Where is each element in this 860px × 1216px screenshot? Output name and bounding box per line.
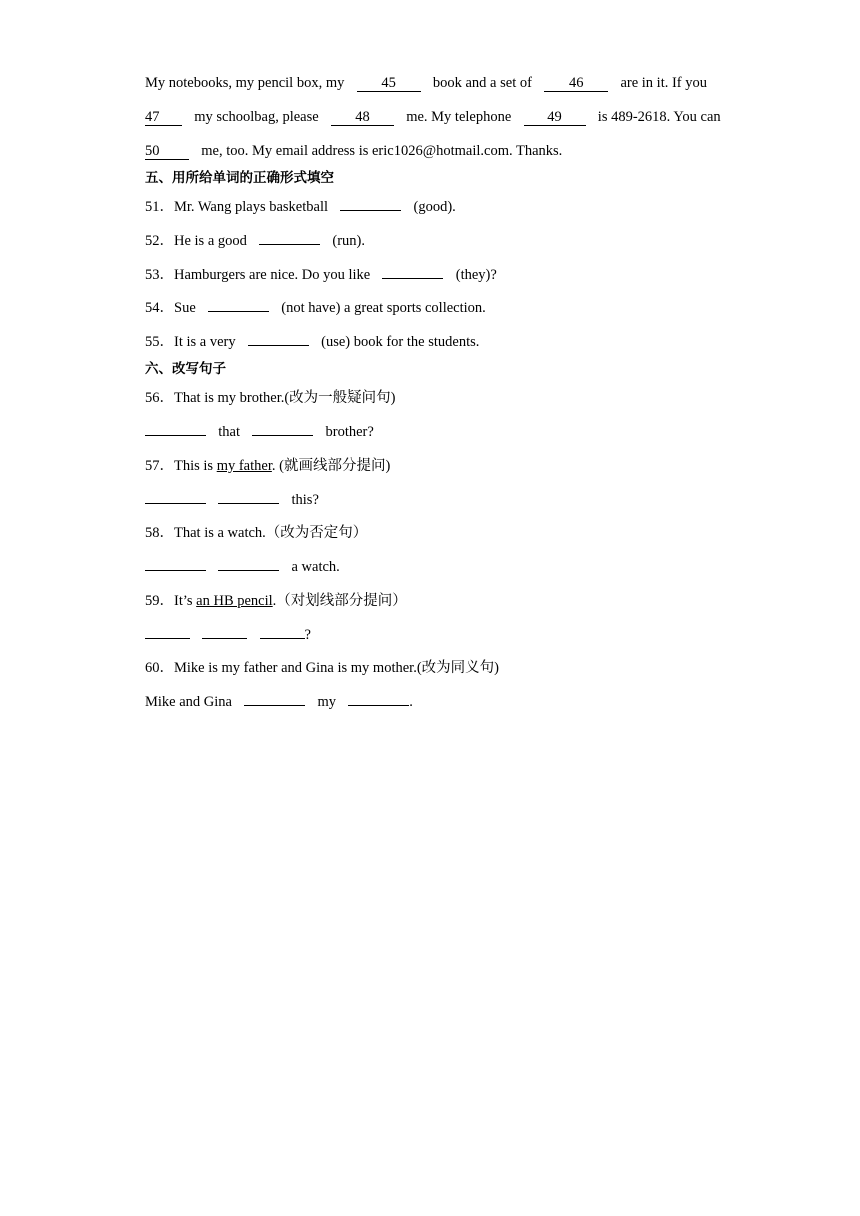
question-hint: (good).	[413, 199, 456, 215]
passage-text: is 489-2618. You can	[597, 109, 721, 125]
answer-word: brother?	[325, 424, 374, 440]
question-instruction: .（对划线部分提问）	[272, 593, 407, 609]
question-59-answer	[145, 625, 311, 645]
answer-blank-59a[interactable]	[145, 638, 190, 639]
underlined-phrase: an HB pencil	[196, 593, 273, 609]
answer-blank-49[interactable]: 49	[524, 110, 586, 126]
passage-line-2	[145, 107, 721, 127]
section-5-title: 五、用所给单词的正确形式填空	[145, 170, 334, 186]
question-56-prompt: 56．That is my brother.(改为一般疑问句)	[145, 390, 396, 406]
question-51	[145, 197, 456, 217]
answer-blank-51[interactable]	[340, 210, 401, 211]
question-instruction: . (就画线部分提问)	[271, 458, 391, 474]
answer-blank-59c[interactable]	[260, 638, 305, 639]
answer-blank-54[interactable]	[208, 311, 269, 312]
passage-text: are in it. If you	[620, 75, 708, 91]
question-55	[145, 332, 479, 352]
question-58-prompt: 58．That is a watch.（改为否定句）	[145, 525, 368, 541]
answer-blank-56b[interactable]	[252, 435, 313, 436]
answer-blank-46[interactable]: 46	[544, 76, 608, 92]
question-56-answer	[145, 422, 374, 442]
question-text: 59．It’s	[145, 593, 193, 609]
answer-blank-45[interactable]: 45	[357, 76, 421, 92]
answer-blank-59b[interactable]	[202, 638, 247, 639]
answer-word: this?	[291, 492, 319, 508]
answer-blank-57b[interactable]	[218, 503, 279, 504]
question-53	[145, 265, 497, 285]
answer-blank-55[interactable]	[248, 345, 309, 346]
passage-text: my schoolbag, please	[194, 109, 319, 125]
passage-text: me, too. My email address is eric1026@hotmail.com. Thanks.	[201, 143, 563, 159]
answer-word: ?	[304, 627, 311, 643]
answer-blank-57a[interactable]	[145, 503, 206, 504]
answer-blank-60a[interactable]	[244, 705, 305, 706]
passage-text: me. My telephone	[406, 109, 512, 125]
answer-blank-47[interactable]: 47	[145, 110, 182, 126]
answer-blank-56a[interactable]	[145, 435, 206, 436]
question-59-prompt	[145, 591, 407, 611]
answer-blank-52[interactable]	[259, 244, 320, 245]
passage-text: book and a set of	[432, 75, 532, 91]
answer-word: .	[409, 694, 413, 710]
question-52	[145, 231, 365, 251]
question-60-prompt: 60．Mike is my father and Gina is my mother.(改为同义句)	[145, 660, 499, 676]
question-58-answer	[145, 557, 340, 577]
question-54	[145, 298, 486, 318]
answer-word: that	[218, 424, 240, 440]
question-60-answer	[145, 692, 413, 712]
answer-word: my	[317, 694, 337, 710]
answer-blank-53[interactable]	[382, 278, 443, 279]
answer-blank-58a[interactable]	[145, 570, 206, 571]
question-57-answer	[145, 490, 319, 510]
passage-line-3	[145, 141, 562, 161]
question-text: 52．He is a good	[145, 233, 247, 249]
question-text: 57．This is	[145, 458, 214, 474]
question-hint: (run).	[332, 233, 366, 249]
answer-blank-50[interactable]: 50	[145, 144, 189, 160]
answer-blank-48[interactable]: 48	[331, 110, 394, 126]
question-text: 51．Mr. Wang plays basketball	[145, 199, 329, 215]
question-hint: (not have) a great sports collection.	[281, 300, 486, 316]
answer-word: Mike and Gina	[145, 694, 232, 710]
answer-word: a watch.	[291, 559, 340, 575]
section-6-title: 六、改写句子	[145, 361, 226, 377]
question-text: 55．It is a very	[145, 334, 236, 350]
question-hint: (they)?	[455, 267, 497, 283]
question-text: 53．Hamburgers are nice. Do you like	[145, 267, 371, 283]
passage-line-1	[145, 73, 707, 93]
question-text: 54．Sue	[145, 300, 196, 316]
answer-blank-58b[interactable]	[218, 570, 279, 571]
passage-text: My notebooks, my pencil box, my	[145, 75, 345, 91]
question-hint: (use) book for the students.	[321, 334, 480, 350]
answer-blank-60b[interactable]	[348, 705, 409, 706]
underlined-phrase: my father	[216, 458, 272, 474]
question-57-prompt	[145, 456, 390, 476]
